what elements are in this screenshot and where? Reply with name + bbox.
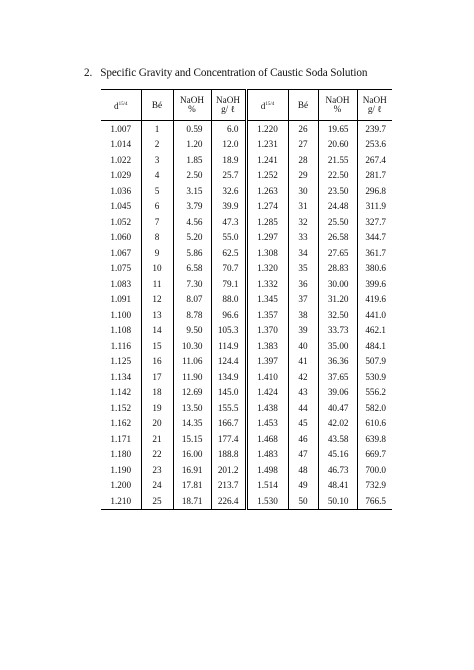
cell-p1: 3.15 xyxy=(173,183,211,199)
table-row xyxy=(101,478,392,494)
cell-p1: 1.85 xyxy=(173,152,211,168)
cell-d1: 1.060 xyxy=(110,232,132,243)
header-naoh-pct-left: NaOH % xyxy=(173,90,211,121)
table-row xyxy=(101,462,392,478)
cell-d2: 1.383 xyxy=(246,338,288,354)
cell-g2: 732.9 xyxy=(357,478,392,494)
cell-d1: 1.152 xyxy=(110,402,132,413)
cell-d1: 1.116 xyxy=(110,340,131,351)
cell-d2: 1.397 xyxy=(246,354,288,370)
table-row xyxy=(101,493,392,509)
cell-d1: 1.200 xyxy=(110,480,132,491)
cell-g1: 47.3 xyxy=(211,214,246,230)
header-be-right: Bé xyxy=(288,90,318,121)
cell-be2: 30 xyxy=(288,183,318,199)
header-naoh-gl-left: NaOH g/ ℓ xyxy=(211,90,246,121)
cell-p1: 16.91 xyxy=(173,462,211,478)
cell-be2: 26 xyxy=(288,121,318,137)
cell-g1: 62.5 xyxy=(211,245,246,261)
cell-g1: 96.6 xyxy=(211,307,246,323)
cell-d1: 1.045 xyxy=(110,201,132,212)
cell-g2: 344.7 xyxy=(357,230,392,246)
cell-g1: 79.1 xyxy=(211,276,246,292)
cell-g2: 610.6 xyxy=(357,416,392,432)
cell-be1: 8 xyxy=(141,230,173,246)
cell-d1: 1.014 xyxy=(110,139,132,150)
cell-p2: 19.65 xyxy=(318,121,357,137)
cell-p1: 13.50 xyxy=(173,400,211,416)
cell-be1: 15 xyxy=(141,338,173,354)
cell-be2: 31 xyxy=(288,199,318,215)
table-row xyxy=(101,152,392,168)
cell-g2: 556.2 xyxy=(357,385,392,401)
cell-p2: 45.16 xyxy=(318,447,357,463)
specific-gravity-table xyxy=(101,89,392,510)
cell-g2: 281.7 xyxy=(357,168,392,184)
cell-d1: 1.052 xyxy=(110,216,132,227)
cell-d2: 1.297 xyxy=(246,230,288,246)
cell-g2: 399.6 xyxy=(357,276,392,292)
cell-d2: 1.410 xyxy=(246,369,288,385)
cell-g2: 419.6 xyxy=(357,292,392,308)
header-naoh-gl-right: NaOH g/ ℓ xyxy=(357,90,392,121)
cell-d1: 1.007 xyxy=(110,123,132,134)
cell-g1: 201.2 xyxy=(211,462,246,478)
cell-p1: 8.78 xyxy=(173,307,211,323)
table-row xyxy=(101,400,392,416)
cell-p2: 48.41 xyxy=(318,478,357,494)
cell-d2: 1.438 xyxy=(246,400,288,416)
cell-g2: 327.7 xyxy=(357,214,392,230)
cell-be1: 19 xyxy=(141,400,173,416)
cell-d1: 1.067 xyxy=(110,247,132,258)
table-header-row xyxy=(101,90,392,121)
cell-d2: 1.320 xyxy=(246,261,288,277)
cell-be2: 50 xyxy=(288,493,318,509)
cell-p2: 36.36 xyxy=(318,354,357,370)
cell-g2: 380.6 xyxy=(357,261,392,277)
cell-p1: 8.07 xyxy=(173,292,211,308)
table-row xyxy=(101,121,392,137)
cell-be1: 3 xyxy=(141,152,173,168)
cell-p2: 46.73 xyxy=(318,462,357,478)
cell-d1: 1.091 xyxy=(110,294,132,305)
cell-be1: 18 xyxy=(141,385,173,401)
cell-g2: 239.7 xyxy=(357,121,392,137)
cell-be2: 48 xyxy=(288,462,318,478)
cell-d2: 1.453 xyxy=(246,416,288,432)
cell-be1: 6 xyxy=(141,199,173,215)
cell-g1: 134.9 xyxy=(211,369,246,385)
cell-p2: 33.73 xyxy=(318,323,357,339)
cell-g1: 88.0 xyxy=(211,292,246,308)
cell-d2: 1.345 xyxy=(246,292,288,308)
cell-g2: 766.5 xyxy=(357,493,392,509)
cell-be2: 40 xyxy=(288,338,318,354)
cell-g1: 124.4 xyxy=(211,354,246,370)
cell-p1: 10.30 xyxy=(173,338,211,354)
cell-be1: 23 xyxy=(141,462,173,478)
cell-g2: 582.0 xyxy=(357,400,392,416)
section-title: Specific Gravity and Concentration of Caustic Soda Solution xyxy=(100,67,368,79)
cell-p2: 42.02 xyxy=(318,416,357,432)
cell-p2: 27.65 xyxy=(318,245,357,261)
cell-d2: 1.530 xyxy=(246,493,288,509)
cell-p2: 35.00 xyxy=(318,338,357,354)
cell-be2: 45 xyxy=(288,416,318,432)
cell-p1: 16.00 xyxy=(173,447,211,463)
cell-p2: 50.10 xyxy=(318,493,357,509)
table-row xyxy=(101,338,392,354)
cell-p2: 25.50 xyxy=(318,214,357,230)
cell-p1: 0.59 xyxy=(173,121,211,137)
table-row xyxy=(101,199,392,215)
cell-d1: 1.162 xyxy=(110,418,132,429)
cell-be2: 42 xyxy=(288,369,318,385)
cell-d1: 1.022 xyxy=(110,154,132,165)
cell-be2: 46 xyxy=(288,431,318,447)
cell-be2: 27 xyxy=(288,137,318,153)
cell-d1: 1.100 xyxy=(110,309,132,320)
cell-d1: 1.142 xyxy=(110,387,132,398)
cell-p1: 7.30 xyxy=(173,276,211,292)
cell-g1: 32.6 xyxy=(211,183,246,199)
cell-d1: 1.075 xyxy=(110,263,132,274)
cell-p2: 32.50 xyxy=(318,307,357,323)
cell-g2: 700.0 xyxy=(357,462,392,478)
cell-d2: 1.231 xyxy=(246,137,288,153)
header-naoh-pct-right: NaOH % xyxy=(318,90,357,121)
cell-g2: 484.1 xyxy=(357,338,392,354)
cell-be2: 38 xyxy=(288,307,318,323)
cell-be1: 20 xyxy=(141,416,173,432)
cell-p1: 11.06 xyxy=(173,354,211,370)
table-row xyxy=(101,292,392,308)
cell-be1: 16 xyxy=(141,354,173,370)
cell-g1: 105.3 xyxy=(211,323,246,339)
cell-g1: 155.5 xyxy=(211,400,246,416)
cell-be1: 5 xyxy=(141,183,173,199)
cell-p1: 2.50 xyxy=(173,168,211,184)
cell-be1: 21 xyxy=(141,431,173,447)
cell-g1: 55.0 xyxy=(211,230,246,246)
cell-g2: 253.6 xyxy=(357,137,392,153)
cell-be2: 29 xyxy=(288,168,318,184)
cell-p1: 9.50 xyxy=(173,323,211,339)
cell-g2: 311.9 xyxy=(357,199,392,215)
table-row xyxy=(101,369,392,385)
cell-p2: 30.00 xyxy=(318,276,357,292)
cell-p1: 6.58 xyxy=(173,261,211,277)
cell-g1: 188.8 xyxy=(211,447,246,463)
cell-p1: 12.69 xyxy=(173,385,211,401)
table-row xyxy=(101,245,392,261)
cell-p1: 1.20 xyxy=(173,137,211,153)
cell-d1: 1.180 xyxy=(110,449,132,460)
cell-p2: 23.50 xyxy=(318,183,357,199)
table-row xyxy=(101,431,392,447)
cell-be1: 4 xyxy=(141,168,173,184)
cell-g1: 114.9 xyxy=(211,338,246,354)
table-row xyxy=(101,447,392,463)
cell-be2: 32 xyxy=(288,214,318,230)
cell-g1: 166.7 xyxy=(211,416,246,432)
cell-be2: 47 xyxy=(288,447,318,463)
page-title xyxy=(84,67,367,79)
cell-d2: 1.498 xyxy=(246,462,288,478)
cell-d2: 1.332 xyxy=(246,276,288,292)
cell-be2: 37 xyxy=(288,292,318,308)
cell-be1: 9 xyxy=(141,245,173,261)
table-row xyxy=(101,307,392,323)
cell-d2: 1.357 xyxy=(246,307,288,323)
cell-d2: 1.285 xyxy=(246,214,288,230)
cell-g2: 507.9 xyxy=(357,354,392,370)
cell-d1: 1.134 xyxy=(110,371,132,382)
table-row xyxy=(101,137,392,153)
cell-be2: 41 xyxy=(288,354,318,370)
cell-p2: 21.55 xyxy=(318,152,357,168)
cell-p1: 14.35 xyxy=(173,416,211,432)
table-row xyxy=(101,354,392,370)
cell-p1: 4.56 xyxy=(173,214,211,230)
cell-p1: 5.20 xyxy=(173,230,211,246)
cell-be1: 24 xyxy=(141,478,173,494)
cell-d2: 1.252 xyxy=(246,168,288,184)
cell-d1: 1.125 xyxy=(110,356,132,367)
cell-be2: 49 xyxy=(288,478,318,494)
cell-p2: 31.20 xyxy=(318,292,357,308)
cell-p2: 39.06 xyxy=(318,385,357,401)
cell-be1: 7 xyxy=(141,214,173,230)
cell-p2: 28.83 xyxy=(318,261,357,277)
cell-g1: 226.4 xyxy=(211,493,246,509)
cell-g2: 669.7 xyxy=(357,447,392,463)
cell-g1: 6.0 xyxy=(211,121,246,137)
cell-d1: 1.210 xyxy=(101,493,141,509)
table-row xyxy=(101,230,392,246)
cell-p1: 5.86 xyxy=(173,245,211,261)
cell-p1: 15.15 xyxy=(173,431,211,447)
cell-p2: 24.48 xyxy=(318,199,357,215)
cell-g1: 18.9 xyxy=(211,152,246,168)
cell-be2: 36 xyxy=(288,276,318,292)
cell-d2: 1.514 xyxy=(246,478,288,494)
cell-d2: 1.308 xyxy=(246,245,288,261)
cell-d2: 1.220 xyxy=(246,121,288,137)
header-d-left: $d^{15/4}$ xyxy=(101,90,141,121)
cell-d2: 1.483 xyxy=(246,447,288,463)
cell-g2: 441.0 xyxy=(357,307,392,323)
cell-p1: 18.71 xyxy=(173,493,211,509)
cell-p2: 40.47 xyxy=(318,400,357,416)
cell-be2: 34 xyxy=(288,245,318,261)
table-row xyxy=(101,323,392,339)
cell-g2: 530.9 xyxy=(357,369,392,385)
cell-d2: 1.274 xyxy=(246,199,288,215)
cell-p2: 26.58 xyxy=(318,230,357,246)
cell-p2: 43.58 xyxy=(318,431,357,447)
cell-d2: 1.241 xyxy=(246,152,288,168)
cell-be1: 25 xyxy=(141,493,173,509)
cell-be2: 44 xyxy=(288,400,318,416)
table-row xyxy=(101,183,392,199)
cell-p1: 17.81 xyxy=(173,478,211,494)
cell-g2: 361.7 xyxy=(357,245,392,261)
table-row xyxy=(101,261,392,277)
cell-p1: 3.79 xyxy=(173,199,211,215)
cell-be2: 35 xyxy=(288,261,318,277)
section-number: 2. xyxy=(84,67,93,79)
cell-d2: 1.424 xyxy=(246,385,288,401)
cell-p2: 37.65 xyxy=(318,369,357,385)
cell-be1: 1 xyxy=(141,121,173,137)
cell-g1: 12.0 xyxy=(211,137,246,153)
table-row xyxy=(101,276,392,292)
cell-g2: 267.4 xyxy=(357,152,392,168)
cell-d1: 1.029 xyxy=(110,170,132,181)
cell-be1: 11 xyxy=(141,276,173,292)
cell-be1: 17 xyxy=(141,369,173,385)
cell-be1: 14 xyxy=(141,323,173,339)
cell-be1: 12 xyxy=(141,292,173,308)
cell-p1: 11.90 xyxy=(173,369,211,385)
cell-d1: 1.171 xyxy=(110,433,132,444)
cell-d1: 1.036 xyxy=(110,185,132,196)
cell-g1: 177.4 xyxy=(211,431,246,447)
cell-g2: 296.8 xyxy=(357,183,392,199)
cell-g2: 639.8 xyxy=(357,431,392,447)
cell-g1: 213.7 xyxy=(211,478,246,494)
table-row xyxy=(101,214,392,230)
table-row xyxy=(101,385,392,401)
table-row xyxy=(101,168,392,184)
cell-g1: 25.7 xyxy=(211,168,246,184)
cell-p2: 20.60 xyxy=(318,137,357,153)
cell-d1: 1.083 xyxy=(110,278,132,289)
cell-d2: 1.263 xyxy=(246,183,288,199)
cell-g1: 70.7 xyxy=(211,261,246,277)
cell-g2: 462.1 xyxy=(357,323,392,339)
header-d-right: $d^{15/4}$ xyxy=(246,90,288,121)
cell-d1: 1.108 xyxy=(110,325,132,336)
cell-g1: 39.9 xyxy=(211,199,246,215)
header-be-left: Bé xyxy=(141,90,173,121)
cell-be1: 2 xyxy=(141,137,173,153)
cell-be2: 33 xyxy=(288,230,318,246)
cell-be1: 22 xyxy=(141,447,173,463)
cell-d2: 1.370 xyxy=(246,323,288,339)
cell-be2: 28 xyxy=(288,152,318,168)
cell-be2: 39 xyxy=(288,323,318,339)
cell-p2: 22.50 xyxy=(318,168,357,184)
cell-g1: 145.0 xyxy=(211,385,246,401)
cell-be1: 13 xyxy=(141,307,173,323)
cell-be2: 43 xyxy=(288,385,318,401)
cell-be1: 10 xyxy=(141,261,173,277)
table-row xyxy=(101,416,392,432)
cell-d1: 1.190 xyxy=(110,464,132,475)
cell-d2: 1.468 xyxy=(246,431,288,447)
